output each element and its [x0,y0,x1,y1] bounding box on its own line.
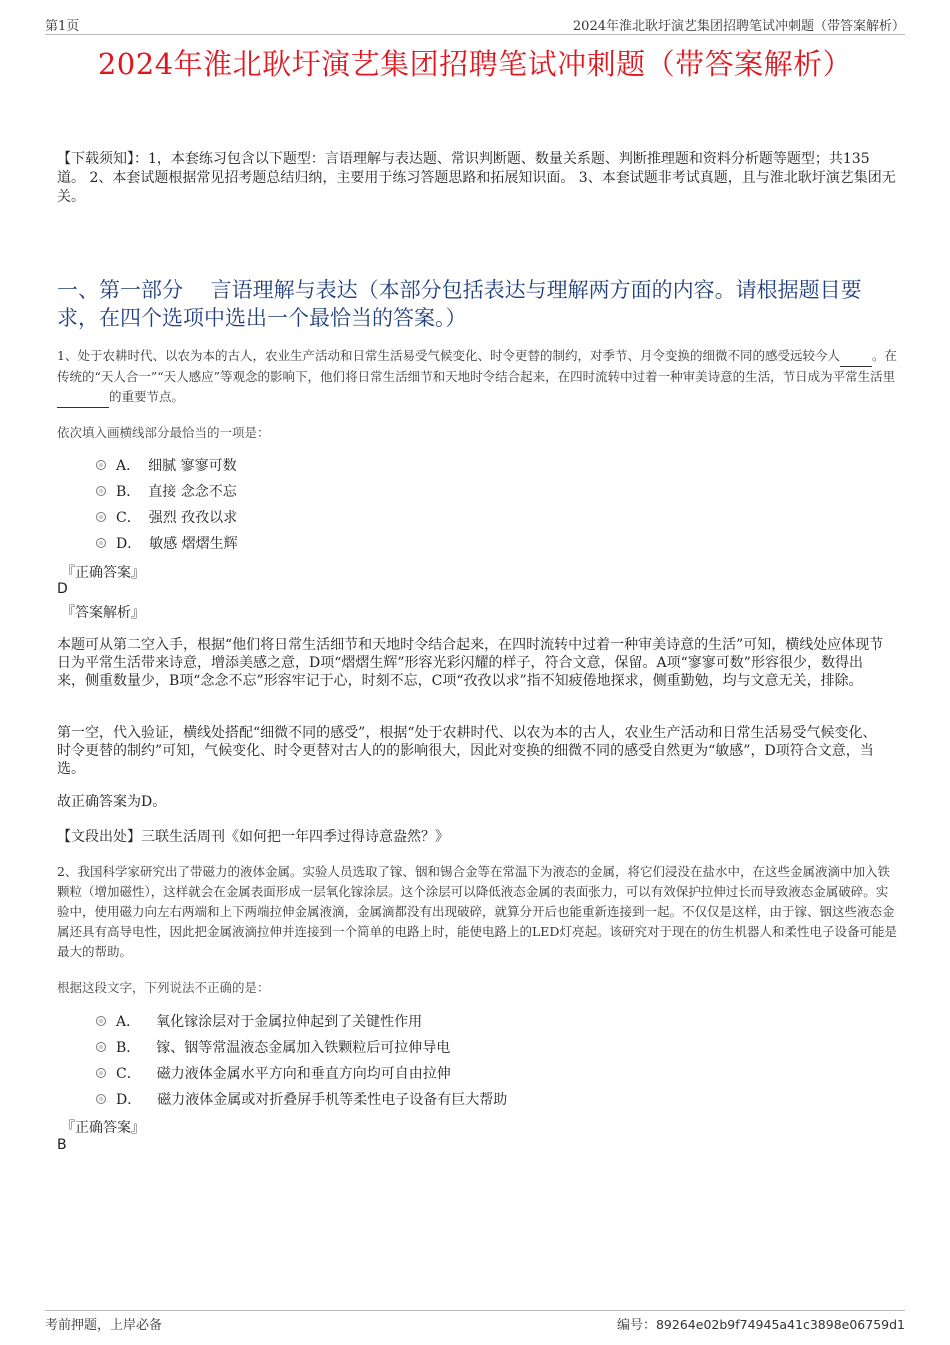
analysis-paragraph-3: 故正确答案为D。 [57,794,167,810]
answer-blank-2 [57,387,109,408]
option-letter: A． [116,1014,141,1030]
radio-icon[interactable] [96,538,106,548]
option-text: 强烈 孜孜以求 [148,510,238,526]
option-c[interactable] [96,504,796,530]
footer-code: 89264e02b9f74945a41c3898e06759d1 [655,1317,905,1332]
radio-icon[interactable] [96,1016,106,1026]
radio-icon[interactable] [96,486,106,496]
question-1-text-part-b: 。在传统的“天人合一”“天人感应”等观念的影响下，他们将日常生活细节和天地时令结合起来，在四时流转中过着一种审美诗意的生活，节日成为平常生活里 [57,348,897,384]
question-2-text: 2、我国科学家研究出了带磁力的液体金属。实验人员选取了镓、铟和锡合金等在常温下为液态的金属，将它们浸没在盐水中，在这些金属液滴中加入铁颗粒（增加磁性），这样就会在金属表面形成一层氧化镓涂层。这个涂层可以降低液态金属的表面张力，可以有效保护拉伸过长而导致液态金属破碎。实验中，使用磁力向左右两端和上下两端拉伸金属液滴，金属滴都没有出现破碎，就算分开后也能重新连接到一起。不仅仅是这样，由于镓、铟这些液态金属还具有高导电性，因此把金属液滴拉伸并连接到一个简单的电路上时，能使电路上的LED灯亮起。该研究对于现在的仿生机器人和柔性电子设备可能是最大的帮助。 [57,864,897,959]
radio-icon[interactable] [96,1094,106,1104]
radio-icon[interactable] [96,460,106,470]
question-1-options [96,452,796,556]
radio-icon[interactable] [96,1068,106,1078]
option-d[interactable] [96,1086,796,1112]
question-2-options [96,1008,796,1112]
option-letter: D． [116,1092,142,1108]
option-letter: D． [116,536,142,552]
document-title: 2024年淮北耿圩演艺集团招聘笔试冲刺题（带答案解析） [97,47,853,81]
section-heading: 一、第一部分 言语理解与表达（本部分包括表达与理解两方面的内容。请根据题目要求，在四个选项中选出一个最恰当的答案。） [57,278,862,330]
page-number: 第1页 [45,18,80,34]
option-text: 细腻 寥寥可数 [148,458,237,474]
option-b[interactable] [96,1034,796,1060]
page-footer [45,1310,905,1333]
source-citation: 【文段出处】三联生活周刊《如何把一年四季过得诗意盎然？》 [57,829,449,845]
correct-answer-label: 『正确答案』 [61,565,145,581]
correct-answer: D [57,581,68,597]
question-1-text [57,346,897,408]
option-letter: B． [116,484,141,500]
option-b[interactable] [96,478,796,504]
option-text: 磁力液体金属水平方向和垂直方向均可自由拉伸 [156,1066,451,1082]
option-text: 镓、铟等常温液态金属加入铁颗粒后可拉伸导电 [156,1040,451,1056]
question-1-prompt: 依次填入画横线部分最恰当的一项是： [57,425,270,440]
footer-slogan: 考前押题，上岸必备 [45,1318,163,1333]
correct-answer: B [57,1137,67,1153]
option-text: 直接 念念不忘 [148,484,237,500]
option-text: 磁力液体金属或对折叠屏手机等柔性电子设备有巨大帮助 [157,1092,508,1108]
correct-answer-label: 『正确答案』 [61,1120,145,1136]
page-header [45,14,905,35]
download-notice: 【下载须知】：1，本套练习包含以下题型：言语理解与表达题、常识判断题、数量关系题、判断推理题和资料分析题等题型；共135道。 2、本套试题根据常见招考题总结归纳，主要用于练习答题思路和拓展知识面。 3、本套试题非考试真题，且与淮北耿圩演艺集团无关。 [57,151,896,205]
option-letter: C． [116,510,141,526]
option-letter: B． [116,1040,141,1056]
option-a[interactable] [96,1008,796,1034]
question-1-text-part-c: 的重要节点。 [109,389,185,404]
option-letter: A． [116,458,141,474]
answer-blank-1 [840,346,872,367]
option-letter: C． [116,1066,141,1082]
analysis-paragraph-1: 本题可从第二空入手，根据“他们将日常生活细节和天地时令结合起来，在四时流转中过着一种审美诗意的生活”可知，横线处应体现节日为平常生活带来诗意，增添美感之意，D项“熠熠生辉”形容光彩闪耀的样子，符合文意，保留。A项“寥寥可数”形容很少，数得出来，侧重数量少，B项“念念不忘”形容牢记于心，时刻不忘，C项“孜孜以求”指不知疲倦地探求，侧重勤勉，均与文意无关，排除。 [57,637,884,689]
analysis-paragraph-2: 第一空，代入验证，横线处搭配“细微不同的感受”，根据“处于农耕时代、以农为本的古人，农业生产活动和日常生活易受气候变化、时令更替的制约”可知，气候变化、时令更替对古人的的影响很大，因此对变换的细微不同的感受自然更为“敏感”，D项符合文意，当选。 [57,725,877,777]
radio-icon[interactable] [96,512,106,522]
option-a[interactable] [96,452,796,478]
option-text: 氧化镓涂层对于金属拉伸起到了关键性作用 [156,1014,423,1030]
radio-icon[interactable] [96,1042,106,1052]
footer-code-block [617,1314,905,1333]
footer-code-label: 编号： [616,1318,656,1333]
question-1-text-part-a: 1、处于农耕时代、以农为本的古人，农业生产活动和日常生活易受气候变化、时令更替的制约，对季节、月令变换的细微不同的感受远较今人 [57,348,840,363]
option-c[interactable] [96,1060,796,1086]
option-d[interactable] [96,530,796,556]
header-doc-title: 2024年淮北耿圩演艺集团招聘笔试冲刺题（带答案解析） [572,18,905,34]
option-text: 敏感 熠熠生辉 [149,536,238,552]
question-2-prompt: 根据这段文字，下列说法不正确的是： [57,980,270,995]
analysis-label: 『答案解析』 [61,605,145,621]
